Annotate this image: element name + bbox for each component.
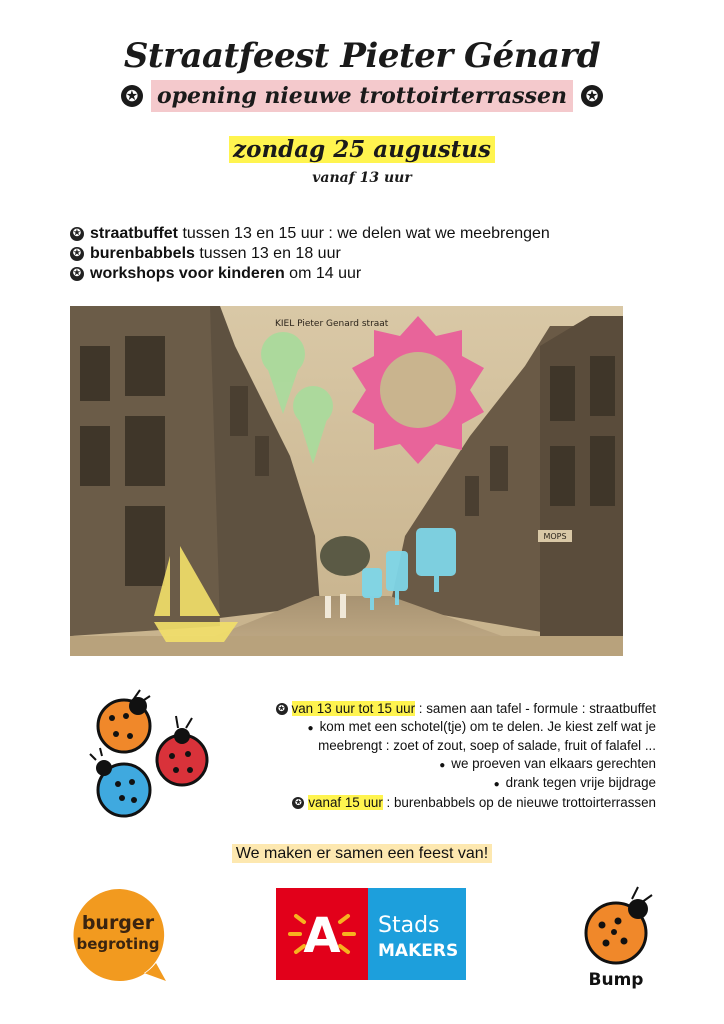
- bullet-icon: ●: [439, 759, 446, 771]
- program-details: [236, 700, 656, 812]
- logo-text: Bump: [588, 970, 644, 990]
- highlight-text: om 14 uur: [284, 265, 362, 282]
- detail-text: kom met een schotel(tje) om te delen. Je kiest zelf wat je: [319, 718, 656, 734]
- highlight-bold: workshops voor kinderen: [90, 265, 285, 282]
- detail-line: [236, 700, 656, 718]
- ladybug-red-icon: [157, 716, 207, 785]
- shop-sign: MOPS: [543, 532, 567, 541]
- detail-text: meebrengt : zoet of zout, soep of salade, fruit of falafel ...: [318, 738, 656, 754]
- detail-line: [236, 755, 656, 775]
- detail-text: : samen aan tafel - formule : straatbuffet: [415, 701, 656, 716]
- ladybugs-illustration: [88, 686, 218, 821]
- date-row: [0, 134, 724, 166]
- bullet-icon: ●: [493, 779, 500, 791]
- detail-line: [236, 718, 656, 738]
- logo-text: begroting: [76, 935, 160, 953]
- star-icon: ✪: [581, 85, 603, 107]
- subtitle: opening nieuwe trottoirterrassen: [151, 80, 573, 112]
- bullet-icon: ●: [307, 722, 314, 734]
- detail-text: drank tegen vrije bijdrage: [505, 775, 656, 791]
- event-time: vanaf 13 uur: [312, 170, 412, 186]
- star-icon: ✪: [70, 267, 84, 281]
- time-highlight: vanaf 15 uur: [308, 794, 383, 810]
- street-postcard-image: [70, 306, 623, 656]
- subtitle-row: [0, 80, 724, 112]
- logo-text: burger: [81, 912, 155, 934]
- star-icon: ✪: [276, 703, 288, 715]
- stadsmakers-logo: [276, 888, 466, 980]
- detail-line: [236, 774, 656, 794]
- highlight-text: tussen 13 en 18 uur: [194, 245, 341, 262]
- ladybug-blue-icon: [90, 748, 150, 816]
- list-item: [70, 224, 550, 244]
- detail-text: we proeven van elkaars gerechten: [451, 755, 656, 771]
- time-highlight: van 13 uur tot 15 uur: [291, 701, 416, 716]
- star-icon: ✪: [70, 247, 84, 261]
- highlights-list: [70, 224, 550, 284]
- star-icon: ✪: [70, 227, 84, 241]
- closing-row: [0, 845, 724, 863]
- highlight-bold: burenbabbels: [90, 245, 195, 262]
- postcard-caption: KIEL Pieter Genard straat: [275, 319, 389, 329]
- detail-line: [236, 794, 656, 812]
- logo-text: MAKERS: [378, 941, 459, 961]
- highlight-text: tussen 13 en 15 uur : we delen wat we meebrengen: [178, 225, 550, 242]
- list-item: [70, 264, 550, 284]
- star-icon: ✪: [121, 85, 143, 107]
- list-item: [70, 244, 550, 264]
- antwerp-a-letter: A: [303, 908, 341, 964]
- star-icon: ✪: [292, 797, 304, 809]
- logo-text: Stads: [378, 913, 440, 938]
- detail-text: : burenbabbels op de nieuwe trottoirterrassen: [382, 794, 656, 810]
- event-date: zondag 25 augustus: [229, 136, 495, 163]
- burgerbegroting-logo: [70, 885, 170, 985]
- bump-logo: [580, 885, 660, 990]
- detail-line: [236, 737, 656, 755]
- ladybug-orange-icon: [98, 690, 150, 752]
- closing-line: We maken er samen een feest van!: [232, 844, 492, 863]
- poster-title: Straatfeest Pieter Génard: [123, 36, 601, 76]
- highlight-bold: straatbuffet: [90, 225, 179, 242]
